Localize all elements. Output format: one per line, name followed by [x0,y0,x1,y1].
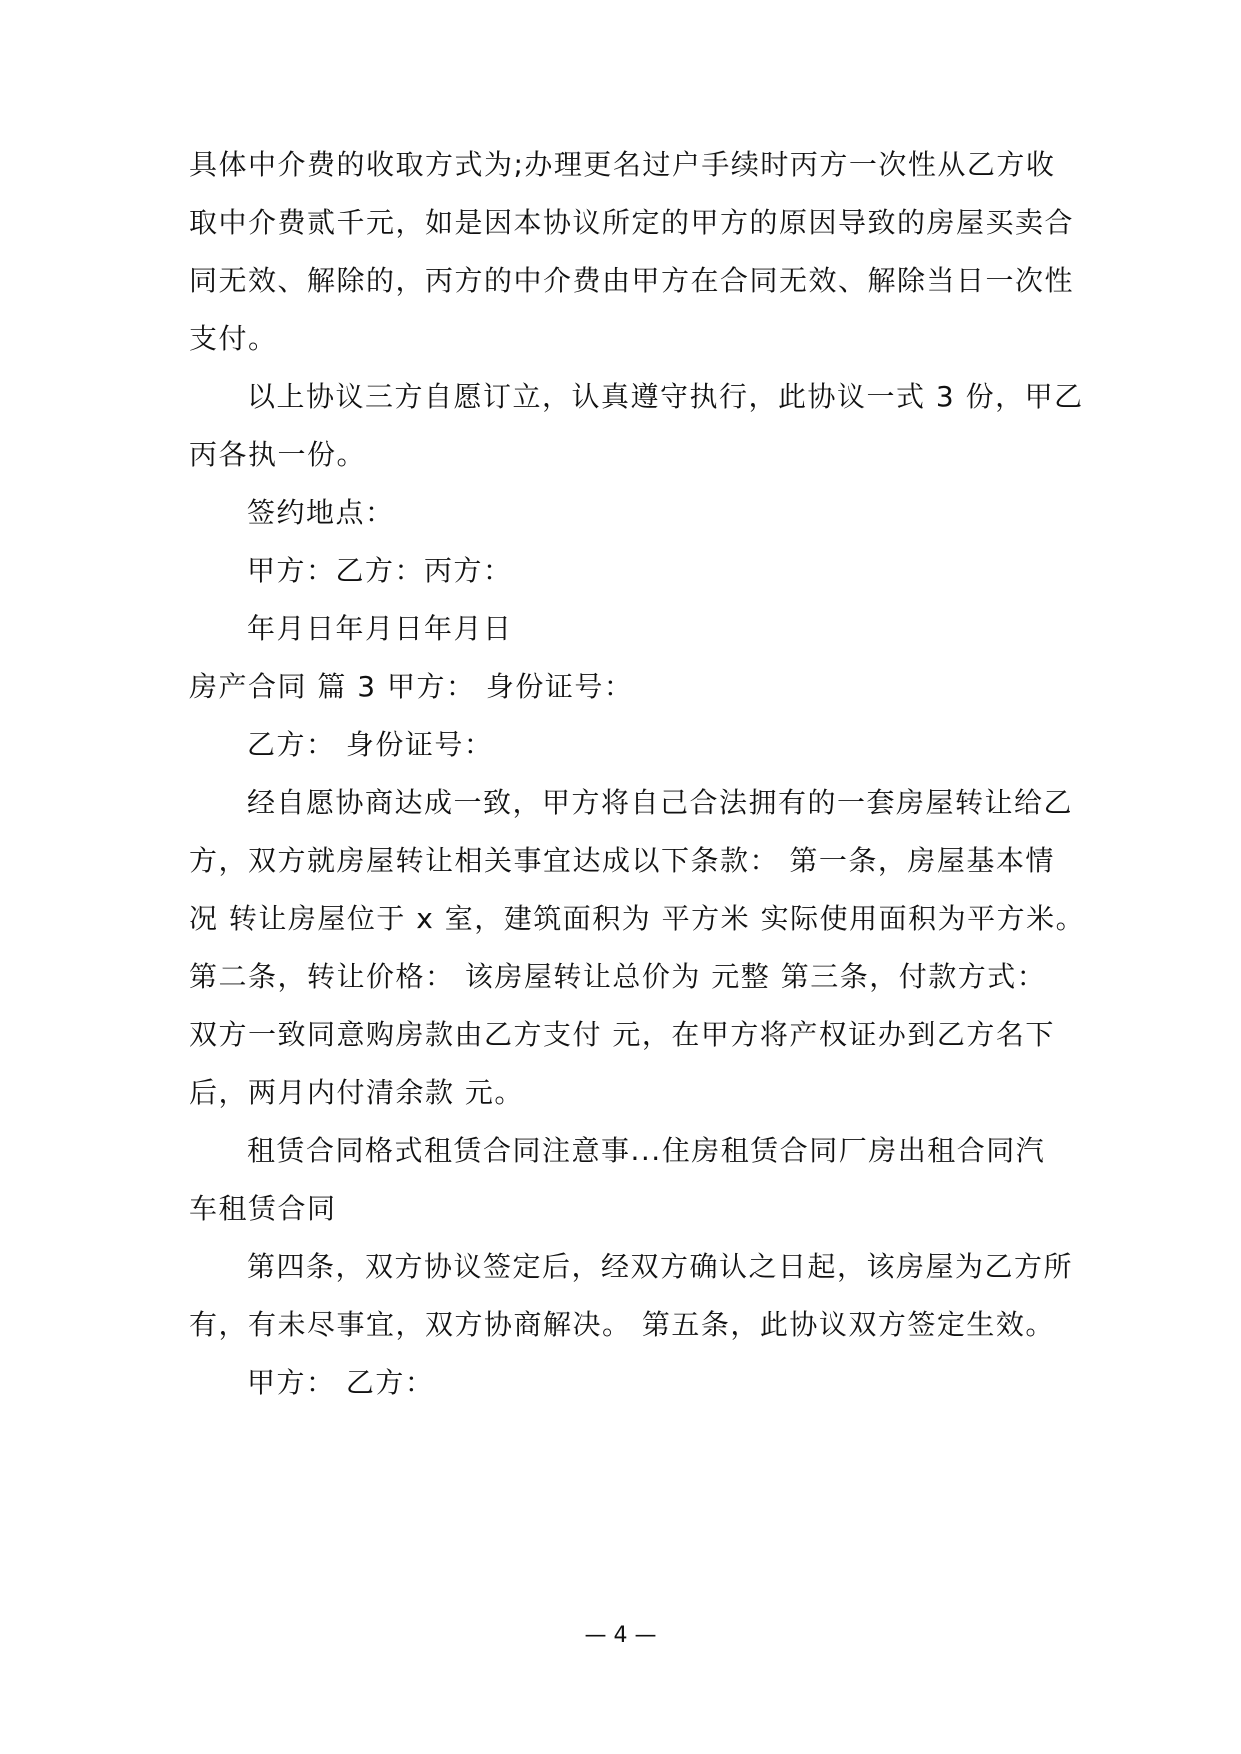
text-line: 租赁合同格式租赁合同注意事...住房租赁合同厂房出租合同汽 [247,1134,1046,1167]
text-line: 第二条，转让价格： 该房屋转让总价为 元整 第三条，付款方式： [189,960,1047,993]
signing-place-label: 签约地点： [247,496,395,529]
text-line: 经自愿协商达成一致，甲方将自己合法拥有的一套房屋转让给乙 [247,786,1074,819]
page-number: — 4 — [584,1623,657,1648]
parties-signature-labels: 甲方：乙方：丙方： [247,554,513,587]
text-line: 况 转让房屋位于 x 室，建筑面积为 平方米 实际使用面积为平方米。 [189,902,1086,935]
text-line: 同无效、解除的，丙方的中介费由甲方在合同无效、解除当日一次性 [189,264,1075,297]
signature-dates: 年月日年月日年月日 [247,612,513,645]
party-b-label: 乙方： 身份证号： [247,728,494,761]
text-line: 具体中介费的收取方式为;办理更名过户手续时丙方一次性从乙方收 [189,148,1056,181]
signature-labels: 甲方： 乙方： [247,1366,435,1399]
text-line: 以上协议三方自愿订立，认真遵守执行，此协议一式 3 份，甲乙 [247,380,1084,413]
text-line: 双方一致同意购房款由乙方支付 元，在甲方将产权证办到乙方名下 [189,1018,1055,1051]
text-line: 丙各执一份。 [189,438,367,471]
text-line: 方，双方就房屋转让相关事宜达成以下条款： 第一条，房屋基本情 [189,844,1055,877]
text-line: 取中介费贰千元，如是因本协议所定的甲方的原因导致的房屋买卖合 [189,206,1075,239]
text-line: 支付。 [189,322,278,355]
section-heading: 房产合同 篇 3 甲方： 身份证号： [189,670,634,703]
text-line: 车租赁合同 [189,1192,337,1225]
text-line: 后，两月内付清余款 元。 [189,1076,524,1109]
text-line: 有，有未尽事宜，双方协商解决。 第五条，此协议双方签定生效。 [189,1308,1055,1341]
text-line: 第四条，双方协议签定后，经双方确认之日起，该房屋为乙方所 [247,1250,1074,1283]
